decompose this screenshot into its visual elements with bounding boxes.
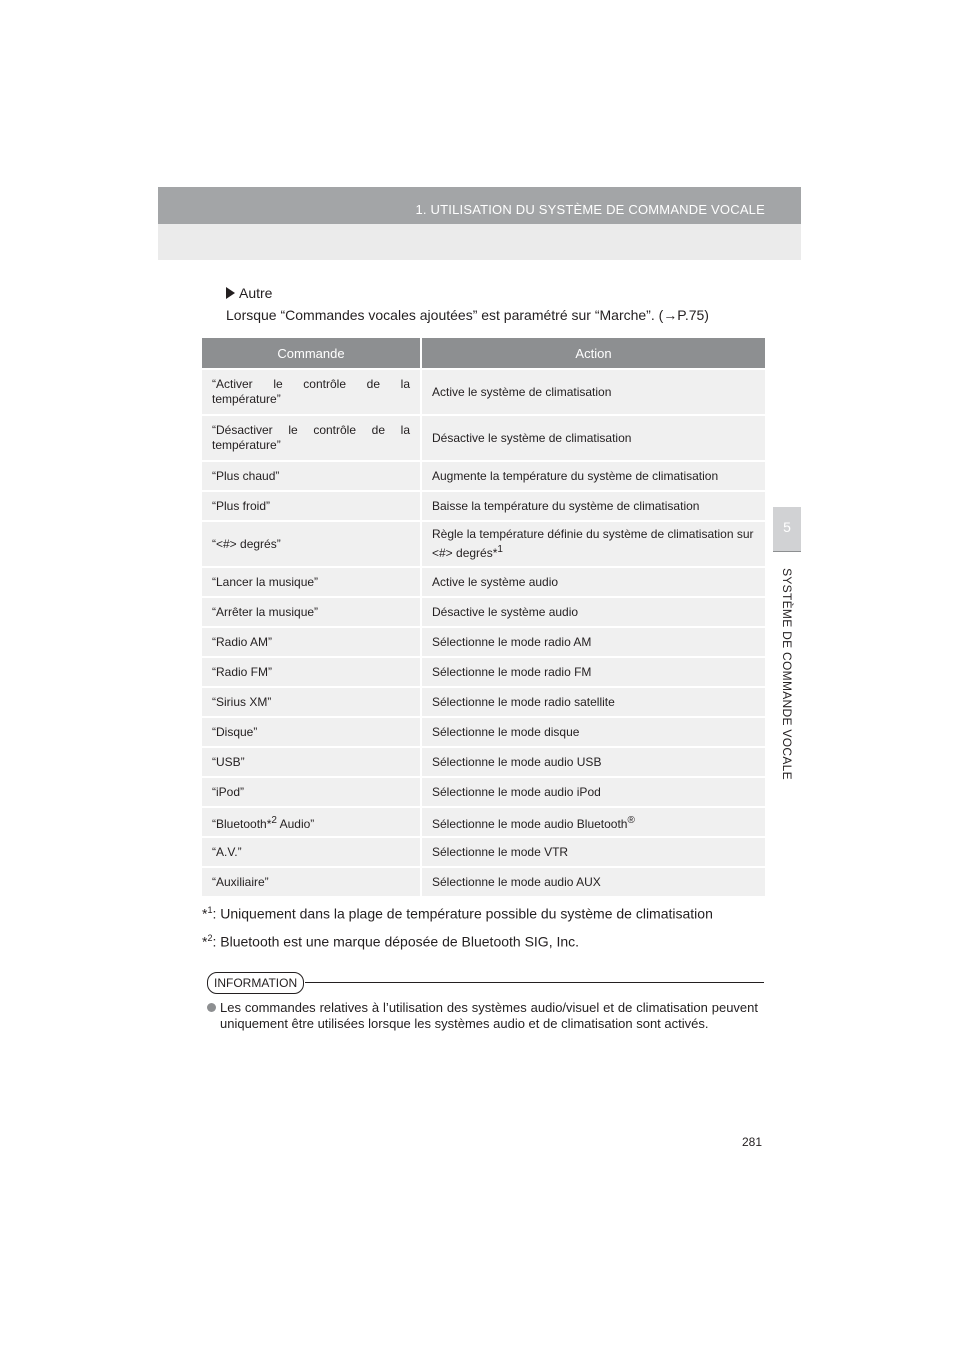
chapter-tab-rule — [773, 551, 801, 552]
running-header-title: 1. UTILISATION DU SYSTÈME DE COMMANDE VOCALE — [415, 202, 765, 217]
command-cell: “Activer le contrôle de la température” — [202, 369, 421, 415]
table-row — [202, 415, 765, 461]
action-cell: Sélectionne le mode audio AUX — [421, 867, 765, 897]
section-heading — [226, 285, 272, 301]
command-cell: “iPod” — [202, 777, 421, 807]
chapter-title-vertical: SYSTÈME DE COMMANDE VOCALE — [780, 568, 794, 780]
action-cell — [421, 521, 765, 567]
command-cell: “Radio AM” — [202, 627, 421, 657]
action-cell: Active le système de climatisation — [421, 369, 765, 415]
table-row — [202, 807, 765, 837]
table-row — [202, 369, 765, 415]
command-cell: “Disque” — [202, 717, 421, 747]
command-cell — [202, 807, 421, 837]
table-row — [202, 627, 765, 657]
command-cell: “Arrêter la musique” — [202, 597, 421, 627]
command-cell: “USB” — [202, 747, 421, 777]
chapter-tab: 5 — [773, 507, 801, 551]
command-cell: “Radio FM” — [202, 657, 421, 687]
table-row — [202, 657, 765, 687]
action-cell: Sélectionne le mode radio FM — [421, 657, 765, 687]
action-cell: Sélectionne le mode radio AM — [421, 627, 765, 657]
section-heading-text: Autre — [239, 285, 273, 301]
command-cell: “Lancer la musique” — [202, 567, 421, 597]
table-row — [202, 597, 765, 627]
action-cell: Active le système audio — [421, 567, 765, 597]
registered-mark: ® — [627, 814, 635, 826]
action-cell: Baisse la température du système de climatisation — [421, 491, 765, 521]
bullet-icon — [207, 1003, 216, 1012]
column-header-action: Action — [421, 338, 765, 369]
table-row — [202, 867, 765, 897]
footnote-mark: * — [202, 905, 208, 922]
triangle-bullet-icon — [226, 287, 235, 299]
footnote-text: : Bluetooth est une marque déposée de Bluetooth SIG, Inc. — [212, 933, 580, 950]
command-text: “Bluetooth* — [212, 816, 272, 831]
voice-command-table — [202, 338, 765, 898]
command-text-end: Audio” — [276, 816, 315, 831]
footnote-number: 1 — [207, 905, 213, 915]
table-row — [202, 567, 765, 597]
action-cell: Sélectionne le mode radio satellite — [421, 687, 765, 717]
action-text: Sélectionne le mode audio Bluetooth — [432, 816, 628, 831]
information-badge: INFORMATION — [207, 972, 304, 994]
table-row — [202, 687, 765, 717]
action-cell: Désactive le système audio — [421, 597, 765, 627]
information-text: Les commandes relatives à l’utilisation des systèmes audio/visuel et de climatisation peuvent uniquement être utilisées lorsque les systèmes audio et de climatisation sont activés. — [220, 1000, 758, 1031]
table-row — [202, 747, 765, 777]
table-row — [202, 491, 765, 521]
action-cell — [421, 807, 765, 837]
command-cell: “Plus chaud” — [202, 461, 421, 491]
action-text: Règle la température définie du système de climatisation sur <#> degrés* — [432, 527, 754, 560]
command-cell: “Auxiliaire” — [202, 867, 421, 897]
footnote-1 — [202, 905, 713, 933]
footnote-text: : Uniquement dans la plage de température possible du système de climatisation — [212, 905, 713, 922]
table-row — [202, 521, 765, 567]
action-cell: Augmente la température du système de climatisation — [421, 461, 765, 491]
information-divider — [305, 982, 764, 983]
action-cell: Désactive le système de climatisation — [421, 415, 765, 461]
command-cell: “Désactiver le contrôle de la température” — [202, 415, 421, 461]
action-cell: Sélectionne le mode audio USB — [421, 747, 765, 777]
command-cell: “<#> degrés” — [202, 521, 421, 567]
footnote-mark: * — [202, 933, 208, 950]
action-cell: Sélectionne le mode audio iPod — [421, 777, 765, 807]
column-header-command: Commande — [202, 338, 421, 369]
running-header-bar — [158, 187, 801, 224]
table-row — [202, 837, 765, 867]
footnote-number: 2 — [207, 933, 213, 943]
table-row — [202, 777, 765, 807]
information-item — [207, 1000, 758, 1032]
command-cell: “A.V.” — [202, 837, 421, 867]
page-number: 281 — [742, 1135, 763, 1149]
running-header — [158, 187, 801, 260]
table-row — [202, 461, 765, 491]
command-cell: “Plus froid” — [202, 491, 421, 521]
table-header-row — [202, 338, 765, 369]
section-intro: Lorsque “Commandes vocales ajoutées” est paramétré sur “Marche”. (→P.75) — [226, 307, 709, 323]
footnote-2 — [202, 933, 713, 961]
table-row — [202, 717, 765, 747]
action-cell: Sélectionne le mode disque — [421, 717, 765, 747]
footnote-ref: 1 — [497, 544, 503, 555]
footnote-ref: 2 — [271, 814, 277, 826]
action-cell: Sélectionne le mode VTR — [421, 837, 765, 867]
footnotes — [202, 905, 713, 961]
command-cell: “Sirius XM” — [202, 687, 421, 717]
